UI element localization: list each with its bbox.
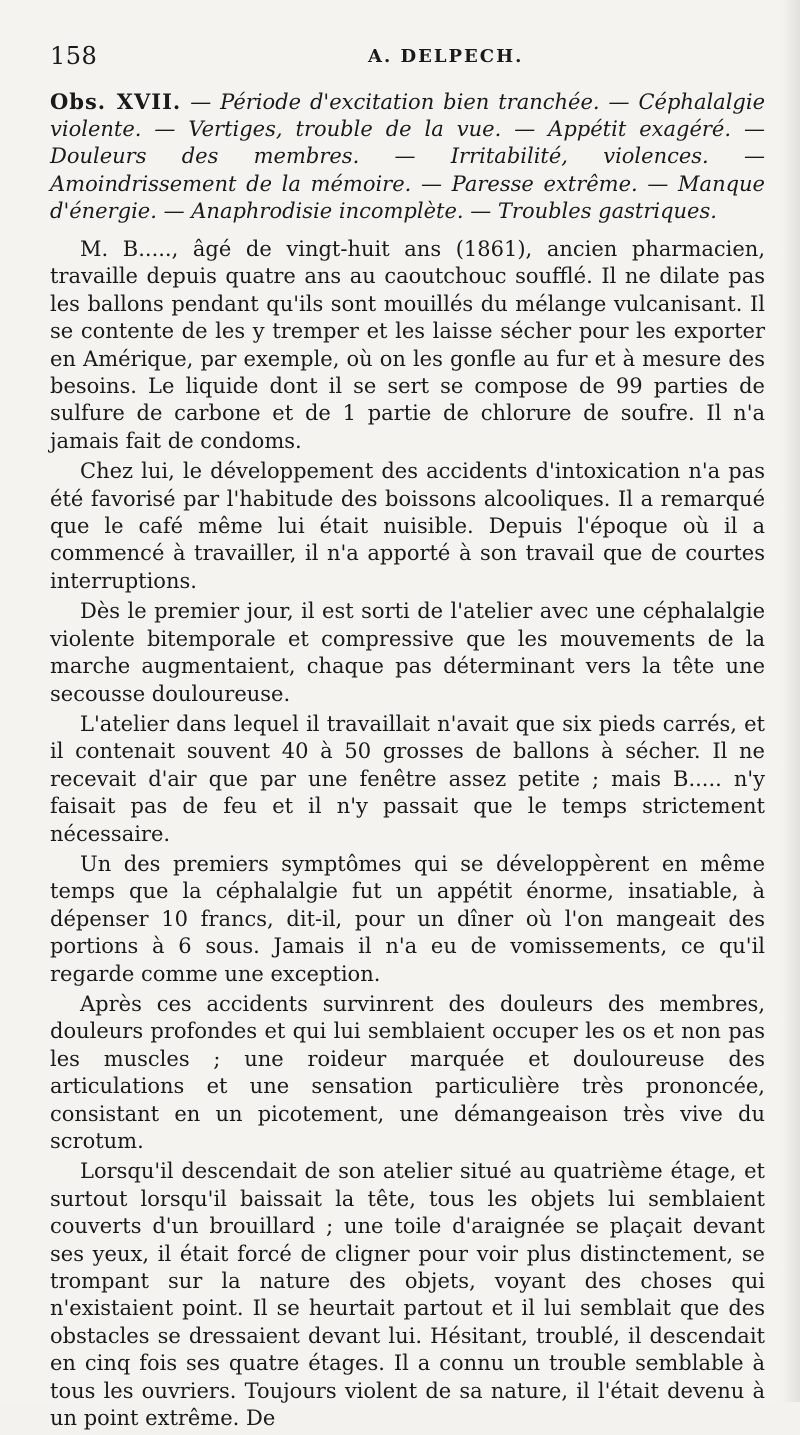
paragraph: Chez lui, le développement des accidents d'intoxication n'a pas été favorisé par l'habitude des boissons alcooliques. Il a remarqué que le café même lui était nuisible. Depuis l'époque où il a commencé à travailler, il n'a apporté à son travail que de courtes interruptions. [50,459,765,593]
body-text [50,236,765,1435]
paragraph: Un des premiers symptômes qui se développèrent en même temps que la céphalalgie fut un appétit énorme, insatiable, à dépenser 10 francs, dit-il, pour un dîner où l'on mangeait des portions à 6 sous. Jamais il n'a eu de vomissements, ce qu'il regarde comme une exception. [50,851,765,986]
page-header [50,42,770,76]
paragraph: L'atelier dans lequel il travaillait n'avait que six pieds carrés, et il contenait souvent 40 à 50 grosses de ballons à sécher. Il ne recevait d'air que par une fenêtre assez petite ; mais B..... n'y faisait pas de feu et il n'y passait que le temps strictement nécessaire. [50,711,765,846]
paragraph: Après ces accidents survinrent des douleurs des membres, douleurs profondes et qui lui semblaient occuper les os et non pas les muscles ; une roideur marquée et douloureuse des articulations et une sensation particulière très prononcée, consistant en un picotement, une démangeaison très vive du scrotum. [50,991,765,1153]
observation-summary-text: — Période d'excitation bien tranchée. — Céphalalgie violente. — Vertiges, trouble de la vue. — Appétit exagéré. — Douleurs des membres. — Irritabilité, violences. — Amoindrissement de la mémoire. — Paresse extrême. — Manque d'énergie. — Anaphrodisie incomplète. — Troubles gastriques. [50,90,765,223]
paragraph: M. B....., âgé de vingt-huit ans (1861), ancien pharmacien, travaille depuis quatre ans au caoutchouc soufflé. Il ne dilate pas les ballons pendant qu'ils sont mouillés du mélange vulcanisant. Il se contente de les y tremper et les laisse sécher pour les exporter en Amérique, par exemple, où on les gonfle au fur et à mesure des besoins. Le liquide dont il se sert se compose de 99 parties de sulfure de carbone et de 1 partie de chlorure de soufre. Il n'a jamais fait de condoms. [50,237,765,453]
paragraph: Lorsqu'il descendait de son atelier situé au quatrième étage, et surtout lorsqu'il baissait la tête, tous les objets lui semblaient couverts d'un brouillard ; une toile d'araignée se plaçait devant ses yeux, il était forcé de cligner pour voir plus distinctement, se trompant sur la nature des objets, voyant des choses qui n'existaient point. Il se heurtait partout et il lui semblait que des obstacles se dressaient devant lui. Hésitant, troublé, il descendait en cinq fois ses quatre étages. Il a connu un trouble semblable à tous les ouvriers. Toujours violent de sa nature, il l'était devenu à un point extrême. De [50,1159,765,1431]
running-head: A. DELPECH. [368,46,524,67]
paragraph: Dès le premier jour, il est sorti de l'atelier avec une céphalalgie violente bitemporale et compressive que les mouvements de la marche augmentaient, chaque pas déterminant vers la tête une secousse douloureuse. [50,599,765,706]
page-edge-shadow [782,0,800,1402]
page-number: 158 [50,42,98,70]
observation-label: Obs. XVII. [50,89,182,114]
observation-summary [50,88,765,225]
